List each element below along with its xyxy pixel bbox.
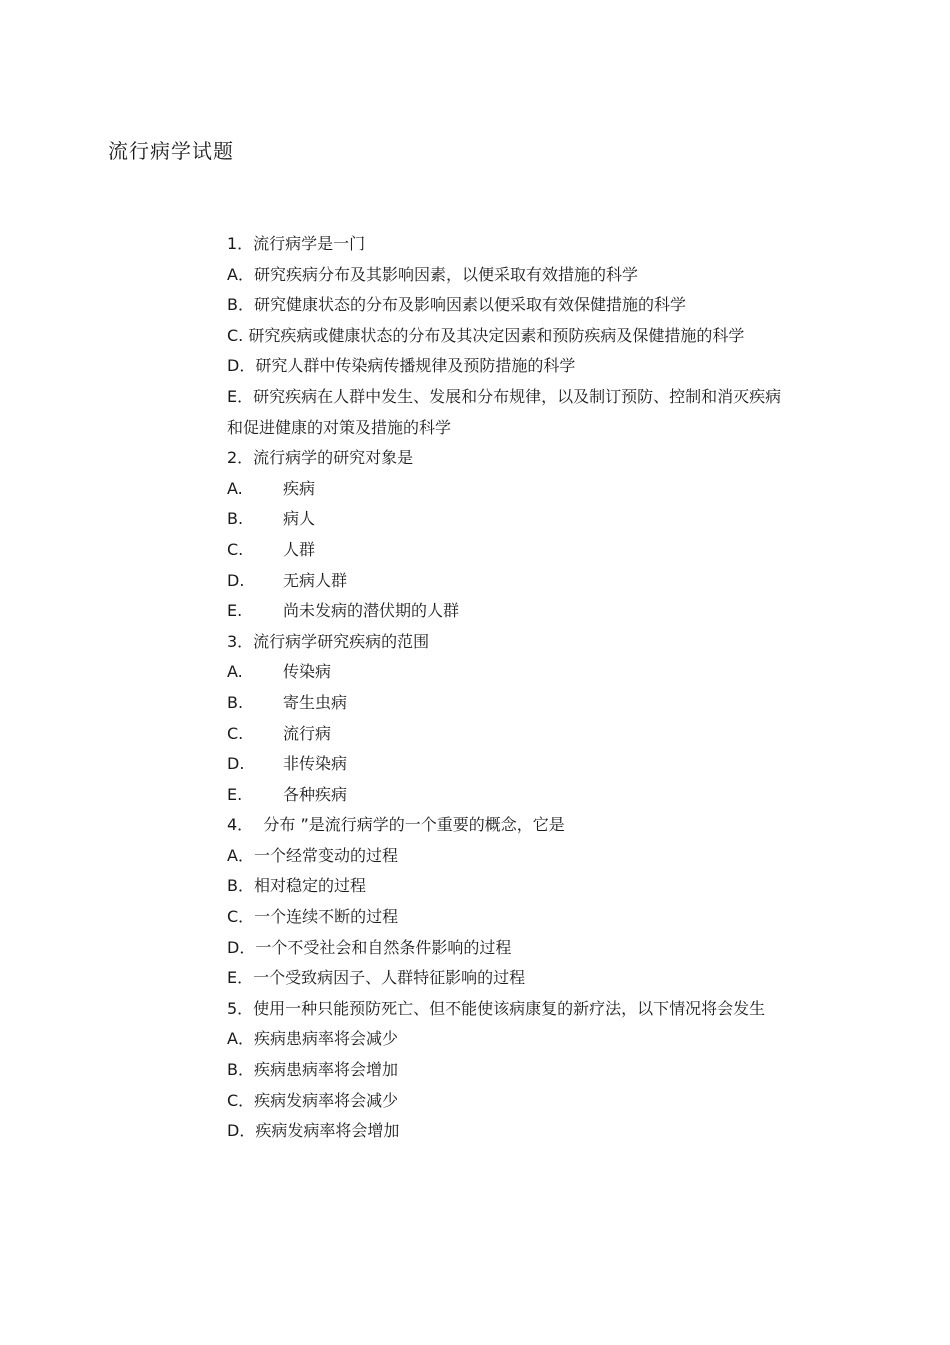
question [227, 810, 787, 994]
option: B．疾病患病率将会增加 [227, 1060, 398, 1080]
option [227, 657, 787, 688]
option: C. 研究疾病或健康状态的分布及其决定因素和预防疾病及保健措施的科学 [227, 325, 745, 345]
option [227, 719, 787, 750]
question-stem: 3．流行病学研究疾病的范围 [227, 631, 430, 651]
option-text: 各种疾病 [283, 784, 348, 804]
question [227, 443, 787, 627]
question-stem: 5．使用一种只能预防死亡、但不能使该病康复的新疗法，以下情况将会发生 [227, 998, 766, 1018]
option-text: 流行病 [283, 723, 332, 743]
option [227, 566, 787, 597]
option: D．研究人群中传染病传播规律及预防措施的科学 [227, 356, 576, 376]
option-label: B. [227, 509, 244, 529]
question [227, 229, 787, 443]
option-label: A. [227, 478, 243, 498]
option-text: 疾病 [283, 478, 316, 498]
option-text: 非传染病 [283, 754, 348, 774]
option-label: A. [227, 662, 243, 682]
option [227, 474, 787, 505]
option [227, 749, 787, 780]
option-label: D. [227, 570, 245, 590]
option: E．研究疾病在人群中发生、发展和分布规律，以及制订预防、控制和消灭疾病和促进健康的对策及措施的科学 [227, 386, 782, 437]
option-text: 尚未发病的潜伏期的人群 [283, 601, 460, 621]
option-label: B. [227, 692, 244, 712]
option-text: 病人 [283, 509, 316, 529]
option-text: 传染病 [283, 662, 332, 682]
option: D．疾病发病率将会增加 [227, 1121, 400, 1141]
option-label: E. [227, 784, 243, 804]
option: E．一个受致病因子、人群特征影响的过程 [227, 968, 526, 988]
question-list [227, 229, 787, 1147]
option: A．疾病患病率将会减少 [227, 1029, 398, 1049]
option-label: C. [227, 539, 244, 559]
option-text: 无病人群 [283, 570, 348, 590]
question [227, 994, 787, 1147]
option: D．一个不受社会和自然条件影响的过程 [227, 937, 512, 957]
option [227, 504, 787, 535]
question-stem: 4． 分布 ”是流行病学的一个重要的概念，它是 [227, 815, 565, 835]
option: B．研究健康状态的分布及影响因素以便采取有效保健措施的科学 [227, 295, 686, 315]
option [227, 596, 787, 627]
option-label: D. [227, 754, 245, 774]
option: A．一个经常变动的过程 [227, 845, 398, 865]
option-label: C. [227, 723, 244, 743]
option: A．研究疾病分布及其影响因素，以便采取有效措施的科学 [227, 264, 638, 284]
option-text: 寄生虫病 [283, 692, 348, 712]
option [227, 535, 787, 566]
question-stem: 2．流行病学的研究对象是 [227, 448, 414, 468]
option [227, 780, 787, 811]
option: B．相对稳定的过程 [227, 876, 366, 896]
option: C．疾病发病率将会减少 [227, 1090, 399, 1110]
option: C．一个连续不断的过程 [227, 907, 399, 927]
option-text: 人群 [283, 539, 316, 559]
option [227, 688, 787, 719]
option-label: E. [227, 601, 243, 621]
document-title: 流行病学试题 [108, 139, 234, 163]
question-stem: 1．流行病学是一门 [227, 234, 366, 253]
question [227, 627, 787, 811]
